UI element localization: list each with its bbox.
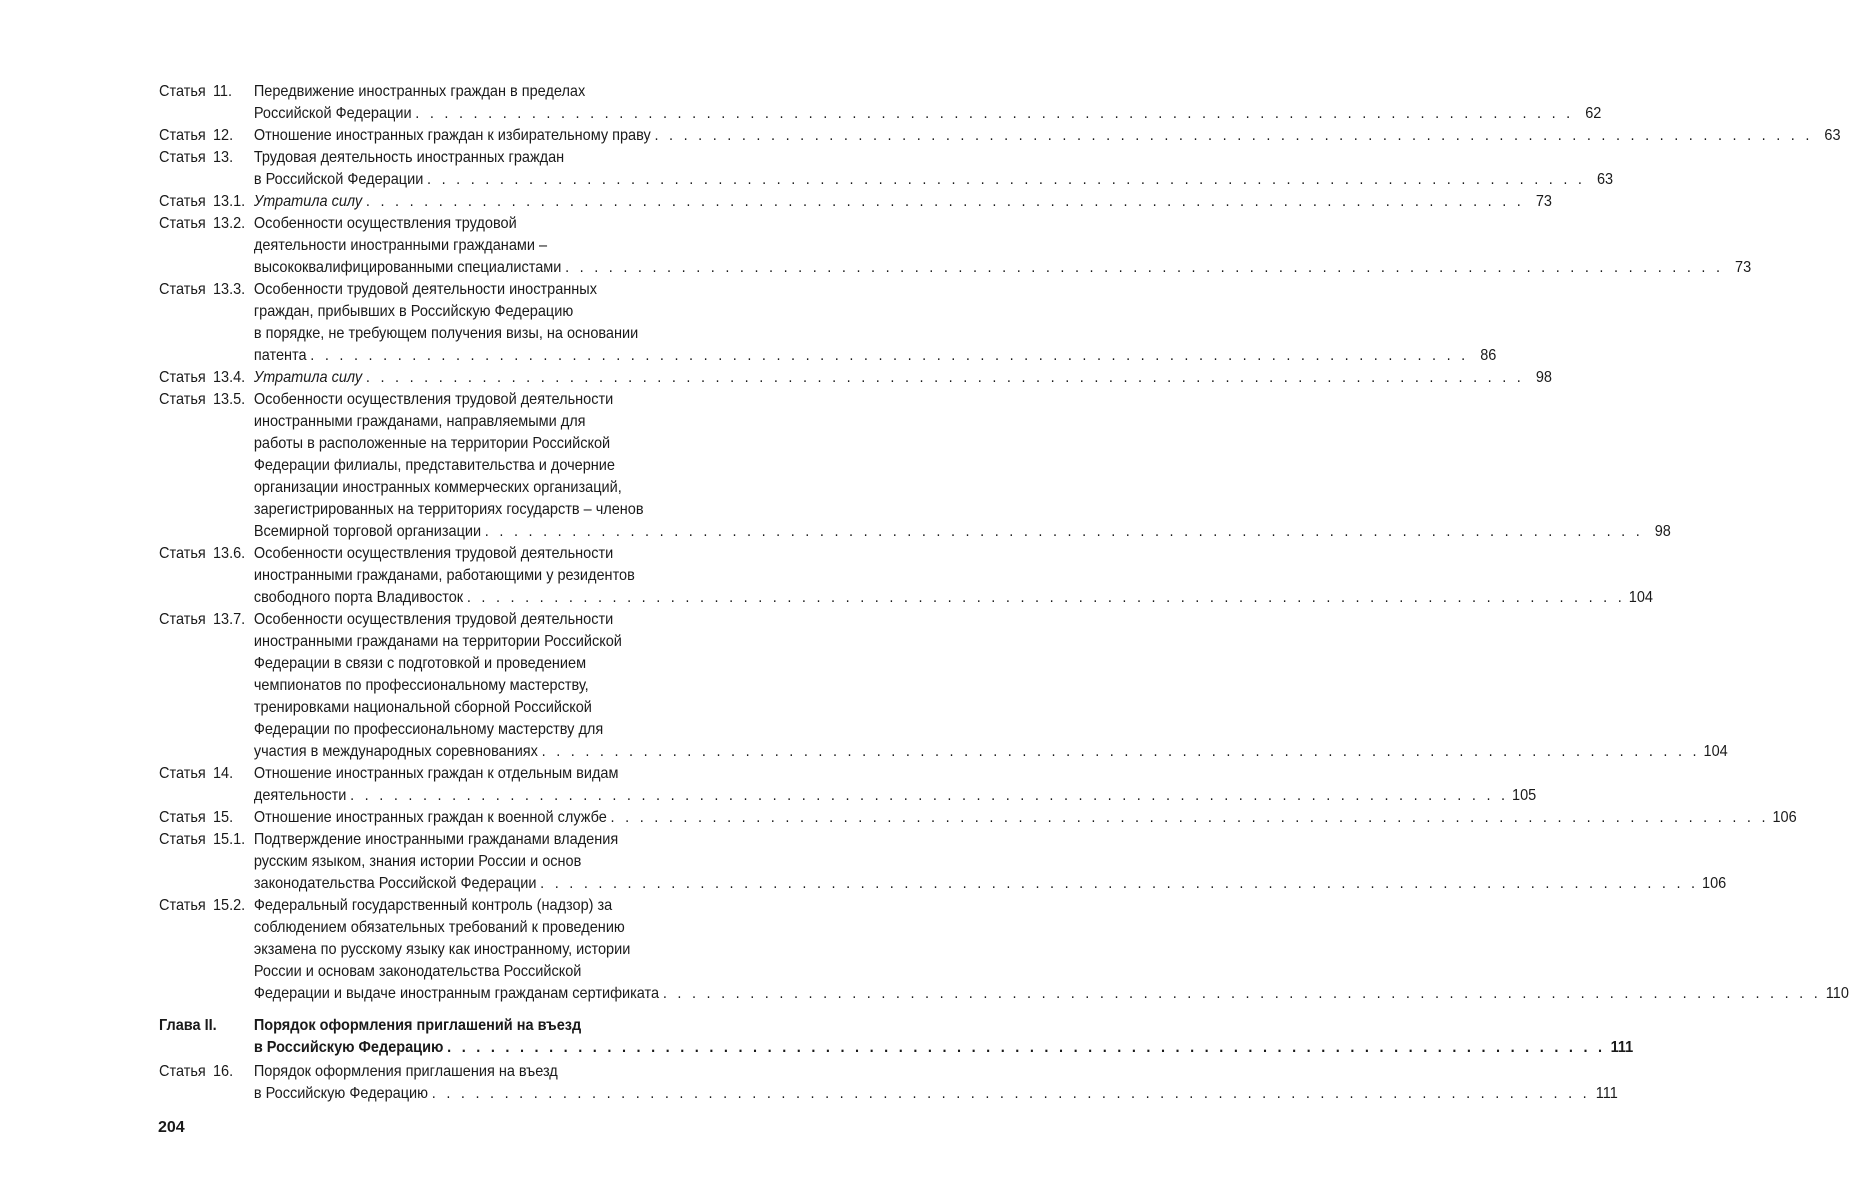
dot-leader: . . . . . . . . . . . . . . . . . . . . . . . . . . . . . . . . . . . . . . . . . . . . . . . . . . . . . . . . . . . . . . . . . . . . . . . . . . . . . . . . [540, 875, 1699, 892]
entry-last-line [254, 367, 1552, 389]
entry-last-line [254, 741, 1728, 763]
entry-last-line [254, 521, 1671, 543]
toc-entry [159, 895, 1849, 1005]
toc-entry [159, 279, 1497, 367]
entry-title-line: Федерации филиалы, представительства и дочерние [253, 457, 615, 474]
entry-title-line: Трудовая деятельность иностранных граждан [253, 149, 565, 166]
entry-title-line: Порядок оформления приглашения на въезд [253, 1063, 558, 1080]
entry-title [254, 807, 1797, 829]
entry-title-line: Особенности осуществления трудовой деятельности [253, 391, 614, 408]
dot-leader: . . . . . . . . . . . . . . . . . . . . . . . . . . . . . . . . . . . . . . . . . . . . . . . . . . . . . . . . . . . . . . . . . . . . . . . . . . . . . . . . [565, 259, 1724, 276]
entry-title-line: деятельности [253, 787, 347, 804]
entry-title [254, 367, 1552, 389]
page-number: 204 [158, 1119, 185, 1136]
dot-leader: . . . . . . . . . . . . . . . . . . . . . . . . . . . . . . . . . . . . . . . . . . . . . . . . . . . . . . . . . . . . . . . . . . . . . . . . . . . . . . . . [427, 171, 1586, 188]
entry-page-number: 110 [1825, 985, 1849, 1002]
entry-last-line [254, 983, 1849, 1005]
dot-leader: . . . . . . . . . . . . . . . . . . . . . . . . . . . . . . . . . . . . . . . . . . . . . . . . . . . . . . . . . . . . . . . . . . . . . . . . . . . . . . . . [350, 787, 1509, 804]
entry-number: 13.7. [212, 611, 246, 628]
toc-entry [159, 81, 1602, 125]
entry-last-line [254, 169, 1613, 191]
entry-number: 14. [212, 765, 234, 782]
entry-kind: Статья [159, 83, 206, 100]
toc-entry [159, 147, 1614, 191]
entry-title-line: соблюдением обязательных требований к проведению [253, 919, 625, 936]
entry-title [254, 543, 1653, 609]
entry-kind: Статья [159, 391, 206, 408]
dot-leader: . . . . . . . . . . . . . . . . . . . . . . . . . . . . . . . . . . . . . . . . . . . . . . . . . . . . . . . . . . . . . . . . . . . . . . . . . . . . . . . . [415, 105, 1574, 122]
toc-chapter-entry [159, 1015, 1634, 1059]
entry-title-line: Утратила силу [253, 193, 363, 210]
entry-number: 13.6. [212, 545, 246, 562]
entry-title [254, 125, 1841, 147]
dot-leader: . . . . . . . . . . . . . . . . . . . . . . . . . . . . . . . . . . . . . . . . . . . . . . . . . . . . . . . . . . . . . . . . . . . . . . . . . . . . . . . . [541, 743, 1700, 760]
entry-title-line: в Российской Федерации [253, 171, 424, 188]
entry-page-number: 73 [1535, 193, 1552, 210]
entry-kind: Статья [159, 765, 206, 782]
entry-title-line: патента [253, 347, 307, 364]
toc-entry [159, 763, 1537, 807]
entry-page-number: 62 [1585, 105, 1602, 122]
entry-last-line [254, 257, 1751, 279]
dot-leader: . . . . . . . . . . . . . . . . . . . . . . . . . . . . . . . . . . . . . . . . . . . . . . . . . . . . . . . . . . . . . . . . . . . . . . . . . . . . . . . . [466, 589, 1626, 606]
entry-title [254, 763, 1536, 807]
entry-title-line: Особенности осуществления трудовой деятельности [253, 545, 614, 562]
dot-leader: . . . . . . . . . . . . . . . . . . . . . . . . . . . . . . . . . . . . . . . . . . . . . . . . . . . . . . . . . . . . . . . . . . . . . . . . . . . . . . . . [365, 193, 1525, 210]
entry-title-line: Российской Федерации [253, 105, 412, 122]
entry-last-line [254, 1037, 1633, 1059]
entry-kind: Статья [159, 281, 206, 298]
entry-title-line: Подтверждение иностранными гражданами владения [253, 831, 619, 848]
entry-title-line: Особенности осуществления трудовой деятельности [253, 611, 614, 628]
entry-title [254, 895, 1849, 1005]
entry-number: 13.3. [212, 281, 246, 298]
entry-title-line: Федерации в связи с подготовкой и проведением [253, 655, 587, 672]
entry-last-line [254, 587, 1653, 609]
entry-last-line [254, 873, 1726, 895]
entry-title [254, 1015, 1633, 1059]
dot-leader: . . . . . . . . . . . . . . . . . . . . . . . . . . . . . . . . . . . . . . . . . . . . . . . . . . . . . . . . . . . . . . . . . . . . . . . . . . . . . . . . [431, 1085, 1590, 1102]
table-of-contents [159, 81, 1849, 1105]
entry-title-line: России и основам законодательства Российской [253, 963, 582, 980]
entry-page-number: 104 [1703, 743, 1728, 760]
entry-number: 16. [212, 1063, 234, 1080]
dot-leader: . . . . . . . . . . . . . . . . . . . . . . . . . . . . . . . . . . . . . . . . . . . . . . . . . . . . . . . . . . . . . . . . . . . . . . . . . . . . . . . . [484, 523, 1643, 540]
entry-last-line [254, 103, 1602, 125]
entry-title-line: Федерации по профессиональному мастерству для [253, 721, 604, 738]
entry-title-line: Отношение иностранных граждан к избирательному праву [253, 127, 651, 144]
dot-leader: . . . . . . . . . . . . . . . . . . . . . . . . . . . . . . . . . . . . . . . . . . . . . . . . . . . . . . . . . . . . . . . . . . . . . . . . . . . . . . . . [365, 369, 1525, 386]
entry-title-line: Особенности трудовой деятельности иностранных [253, 281, 597, 298]
entry-title-line: в порядке, не требующем получения визы, на основании [253, 325, 639, 342]
entry-title-line: Федерации и выдаче иностранным гражданам сертификата [253, 985, 660, 1002]
entry-page-number: 104 [1628, 589, 1653, 606]
entry-title-line: в Российскую Федерацию [253, 1039, 444, 1056]
entry-kind: Статья [159, 1063, 206, 1080]
entry-page-number: 106 [1702, 875, 1727, 892]
entry-kind: Статья [159, 545, 206, 562]
entry-title-line: зарегистрированных на территориях государств – членов [253, 501, 644, 518]
entry-number: 13.4. [212, 369, 246, 386]
entry-title [254, 213, 1751, 279]
entry-title-line: законодательства Российской Федерации [253, 875, 537, 892]
entry-title-line: свободного порта Владивосток [253, 589, 464, 606]
entry-title-line: Отношение иностранных граждан к отдельным видам [253, 765, 619, 782]
entry-title [254, 279, 1497, 367]
entry-kind: Статья [159, 831, 206, 848]
entry-title-line: организации иностранных коммерческих организаций, [253, 479, 622, 496]
entry-last-line [254, 345, 1497, 367]
dot-leader: . . . . . . . . . . . . . . . . . . . . . . . . . . . . . . . . . . . . . . . . . . . . . . . . . . . . . . . . . . . . . . . . . . . . . . . . . . . . . . . . [654, 127, 1813, 144]
entry-page-number: 98 [1654, 523, 1671, 540]
entry-title-line: тренировками национальной сборной Российской [253, 699, 592, 716]
entry-number: 13.5. [212, 391, 246, 408]
entry-title-line: деятельности иностранными гражданами – [253, 237, 548, 254]
entry-title-line: Утратила силу [253, 369, 363, 386]
entry-title [254, 829, 1726, 895]
entry-title [254, 81, 1602, 125]
entry-number: 15. [212, 809, 234, 826]
toc-entry [159, 609, 1728, 763]
toc-entry [159, 389, 1671, 543]
entry-page-number: 63 [1596, 171, 1614, 188]
entry-last-line [254, 1083, 1618, 1105]
entry-title-line: в Российскую Федерацию [253, 1085, 429, 1102]
entry-title-line: чемпионатов по профессиональному мастерству, [253, 677, 589, 694]
toc-entry [159, 125, 1841, 147]
entry-kind: Статья [159, 369, 206, 386]
entry-page-number: 63 [1824, 127, 1841, 144]
entry-number: 12. [212, 127, 234, 144]
toc-entry [159, 1061, 1618, 1105]
entry-title-line: иностранными гражданами, направляемыми для [253, 413, 586, 430]
entry-last-line [254, 807, 1797, 829]
entry-title [254, 1061, 1618, 1105]
entry-page-number: 98 [1535, 369, 1552, 386]
entry-title-line: граждан, прибывших в Российскую Федерацию [253, 303, 574, 320]
entry-page-number: 86 [1480, 347, 1497, 364]
entry-title-line: иностранными гражданами, работающими у резидентов [253, 567, 635, 584]
toc-entry [159, 367, 1552, 389]
entry-title-line: Порядок оформления приглашений на въезд [253, 1017, 582, 1034]
entry-number: 15.1. [212, 831, 246, 848]
entry-title-line: Отношение иностранных граждан к военной службе [253, 809, 607, 826]
entry-title [254, 191, 1552, 213]
entry-kind: Статья [159, 127, 206, 144]
entry-page-number: 105 [1512, 787, 1537, 804]
entry-title-line: участия в международных соревнованиях [253, 743, 538, 760]
entry-page-number: 111 [1595, 1085, 1618, 1102]
entry-number: 13.1. [212, 193, 246, 210]
entry-title-line: русским языком, знания истории России и основ [253, 853, 582, 870]
entry-number: 13. [212, 149, 234, 166]
toc-entry [159, 829, 1727, 895]
entry-last-line [254, 785, 1536, 807]
entry-page-number: 111 [1610, 1039, 1634, 1056]
entry-number: 11. [212, 83, 233, 100]
entry-kind: Глава II. [159, 1017, 217, 1034]
dot-leader: . . . . . . . . . . . . . . . . . . . . . . . . . . . . . . . . . . . . . . . . . . . . . . . . . . . . . . . . . . . . . . . . . . . . . . . . . . . . . . . . [662, 985, 1822, 1002]
toc-entry [159, 213, 1752, 279]
entry-page-number: 73 [1735, 259, 1752, 276]
entry-kind: Статья [159, 149, 206, 166]
dot-leader: . . . . . . . . . . . . . . . . . . . . . . . . . . . . . . . . . . . . . . . . . . . . . . . . . . . . . . . . . . . . . . . . . . . . . . . . . . . . . . . . [610, 809, 1769, 826]
entry-kind: Статья [159, 193, 206, 210]
toc-entry [159, 807, 1797, 829]
entry-title-line: иностранными гражданами на территории Российской [253, 633, 622, 650]
entry-kind: Статья [159, 611, 206, 628]
entry-number: 15.2. [212, 897, 246, 914]
entry-title-line: экзамена по русскому языку как иностранному, истории [253, 941, 631, 958]
dot-leader: . . . . . . . . . . . . . . . . . . . . . . . . . . . . . . . . . . . . . . . . . . . . . . . . . . . . . . . . . . . . . . . . . . . . . . . . . . . . . . . . [310, 347, 1469, 364]
entry-last-line [254, 125, 1841, 147]
entry-title-line: высококвалифицированными специалистами [253, 259, 562, 276]
entry-title-line: Передвижение иностранных граждан в пределах [253, 83, 586, 100]
entry-title-line: Всемирной торговой организации [253, 523, 482, 540]
entry-kind: Статья [159, 215, 206, 232]
entry-kind: Статья [159, 897, 206, 914]
entry-title-line: Особенности осуществления трудовой [253, 215, 517, 232]
toc-entry [159, 191, 1552, 213]
entry-page-number: 106 [1772, 809, 1797, 826]
entry-kind: Статья [159, 809, 206, 826]
entry-last-line [254, 191, 1552, 213]
entry-title-line: работы в расположенные на территории Российской [253, 435, 611, 452]
dot-leader: . . . . . . . . . . . . . . . . . . . . . . . . . . . . . . . . . . . . . . . . . . . . . . . . . . . . . . . . . . . . . . . . . . . . . . . . . . . . . . . . [447, 1039, 1606, 1056]
entry-title [254, 389, 1671, 543]
toc-entry [159, 543, 1653, 609]
entry-number: 13.2. [212, 215, 246, 232]
entry-title [254, 147, 1613, 191]
entry-title-line: Федеральный государственный контроль (надзор) за [253, 897, 613, 914]
entry-title [254, 609, 1728, 763]
